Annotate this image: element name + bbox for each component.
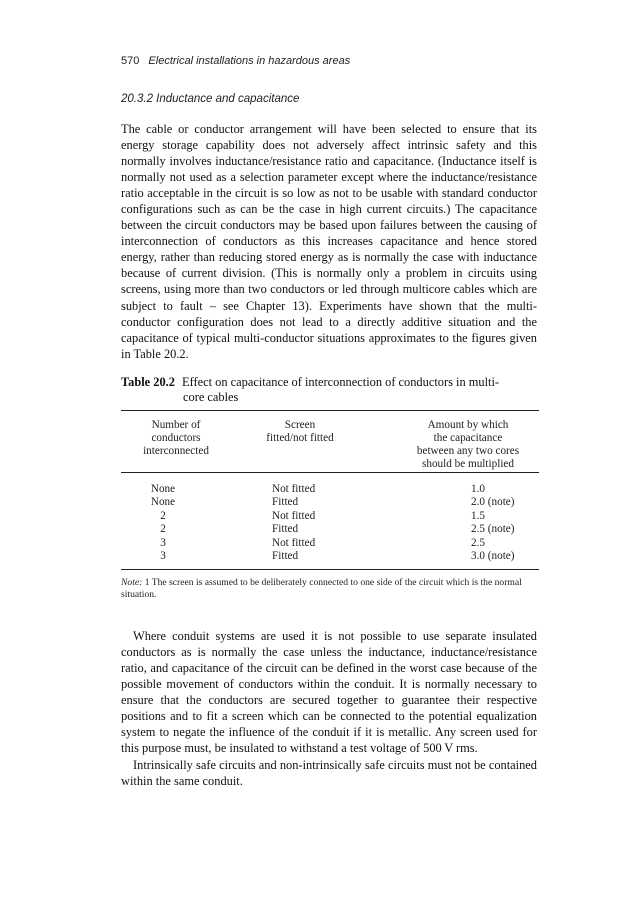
header-text: should be multiplied — [422, 458, 514, 470]
table-caption-line-2: core cables — [183, 390, 239, 404]
cell-multiplier: 1.5 — [471, 509, 485, 522]
table-bottom-rule — [121, 569, 539, 570]
cell-multiplier: 3.0 (note) — [471, 549, 515, 562]
cell-conductors: 2 — [160, 523, 166, 536]
table-caption-line-1: Effect on capacitance of interconnection of conductors in multi- — [182, 375, 500, 389]
cell-screen: Not fitted — [272, 536, 316, 549]
header-text: Number of — [151, 419, 201, 431]
cell-screen: Not fitted — [272, 509, 316, 522]
body-paragraph-2: Where conduit systems are used it is not possible to use separate insulated conductors as is normally the case unless the inductance, inductance/resistance ratio, and capacitance of the circuit can be defined in the worst case because of the possible movement of conductors within the conduit. It is normally necessary to ensure that the conductors are secured together to guarantee their respective positions and to fit a screen which can be connected to the potential equalization system to negate the influence of the conduit if it is metallic. Any screen used for this purpose must, be insulated to withstand a test voltage of 500 V rms. — [121, 629, 537, 756]
header-text: fitted/not fitted — [266, 432, 334, 444]
page-number: 570 — [121, 55, 140, 67]
table-row — [121, 483, 539, 496]
table-header-rule — [121, 472, 539, 473]
table-top-rule — [121, 410, 539, 411]
table-row — [121, 537, 539, 550]
cell-multiplier: 1.0 — [471, 483, 485, 495]
cell-screen: Fitted — [272, 523, 299, 536]
cell-conductors: 3 — [160, 549, 166, 562]
cell-conductors: None — [150, 496, 176, 509]
note-text: 1 The screen is assumed to be deliberately connected to one side of the circuit which is the normal situation. — [121, 577, 522, 600]
table-row — [121, 510, 539, 523]
table-header-screen — [245, 419, 355, 445]
cell-multiplier: 2.5 (note) — [471, 523, 515, 536]
table-note — [121, 577, 537, 600]
cell-multiplier: 2.5 — [471, 536, 485, 549]
running-head — [121, 55, 350, 67]
book-title: Electrical installations in hazardous areas — [148, 55, 351, 67]
cell-multiplier: 2.0 (note) — [471, 496, 515, 509]
body-paragraph-1: The cable or conductor arrangement will have been selected to ensure that its energy storage capability does not adversely affect intrinsic safety and this normally involves inductance/resistance ratio and capacitance. (Inductance itself is normally not used as a selection parameter except where the inductance/resistance ratio acceptable in the circuit is so low as not to be usable with standard conductor configurations such as can be the case in high current circuits.) The capacitance between the circuit conductors may be based upon failures between the causing of interconnection of conductors as this increases capacitance and hence stored energy, rather than reducing stored energy as is normally the case with inductance because of current division. (This is normally only a problem in circuits using screens, using more than two conductors or led through multicore cables which are subject to fault – see Chapter 13). Experiments have shown that the multi-conductor configuration does not lead to a directly additive situation and the capacitance of typical multi-conductor situations approximates to the figures given in Table 20.2. — [121, 122, 537, 361]
header-text: the capacitance — [433, 432, 503, 444]
header-text: interconnected — [143, 445, 209, 457]
header-text: conductors — [151, 432, 201, 444]
section-heading: 20.3.2 Inductance and capacitance — [121, 93, 300, 105]
table-row — [121, 496, 539, 509]
table-caption — [121, 375, 541, 405]
table-row — [121, 550, 539, 563]
cell-screen: Fitted — [272, 496, 299, 509]
note-label: Note: — [121, 577, 143, 588]
table-body — [121, 483, 539, 563]
header-text: Screen — [284, 419, 316, 431]
table-header-multiplier — [395, 419, 541, 471]
header-text: between any two cores — [416, 445, 520, 457]
cell-conductors: None — [150, 483, 176, 495]
cell-conductors: 2 — [160, 509, 166, 522]
table-row — [121, 523, 539, 536]
header-text: Amount by which — [427, 419, 509, 431]
table-label: Table 20.2 — [121, 375, 175, 389]
table-header-conductors — [121, 419, 231, 458]
cell-conductors: 3 — [160, 536, 166, 549]
cell-screen: Not fitted — [272, 483, 316, 495]
body-paragraph-3: Intrinsically safe circuits and non-intrinsically safe circuits must not be contained within the same conduit. — [121, 758, 537, 789]
cell-screen: Fitted — [272, 549, 299, 562]
